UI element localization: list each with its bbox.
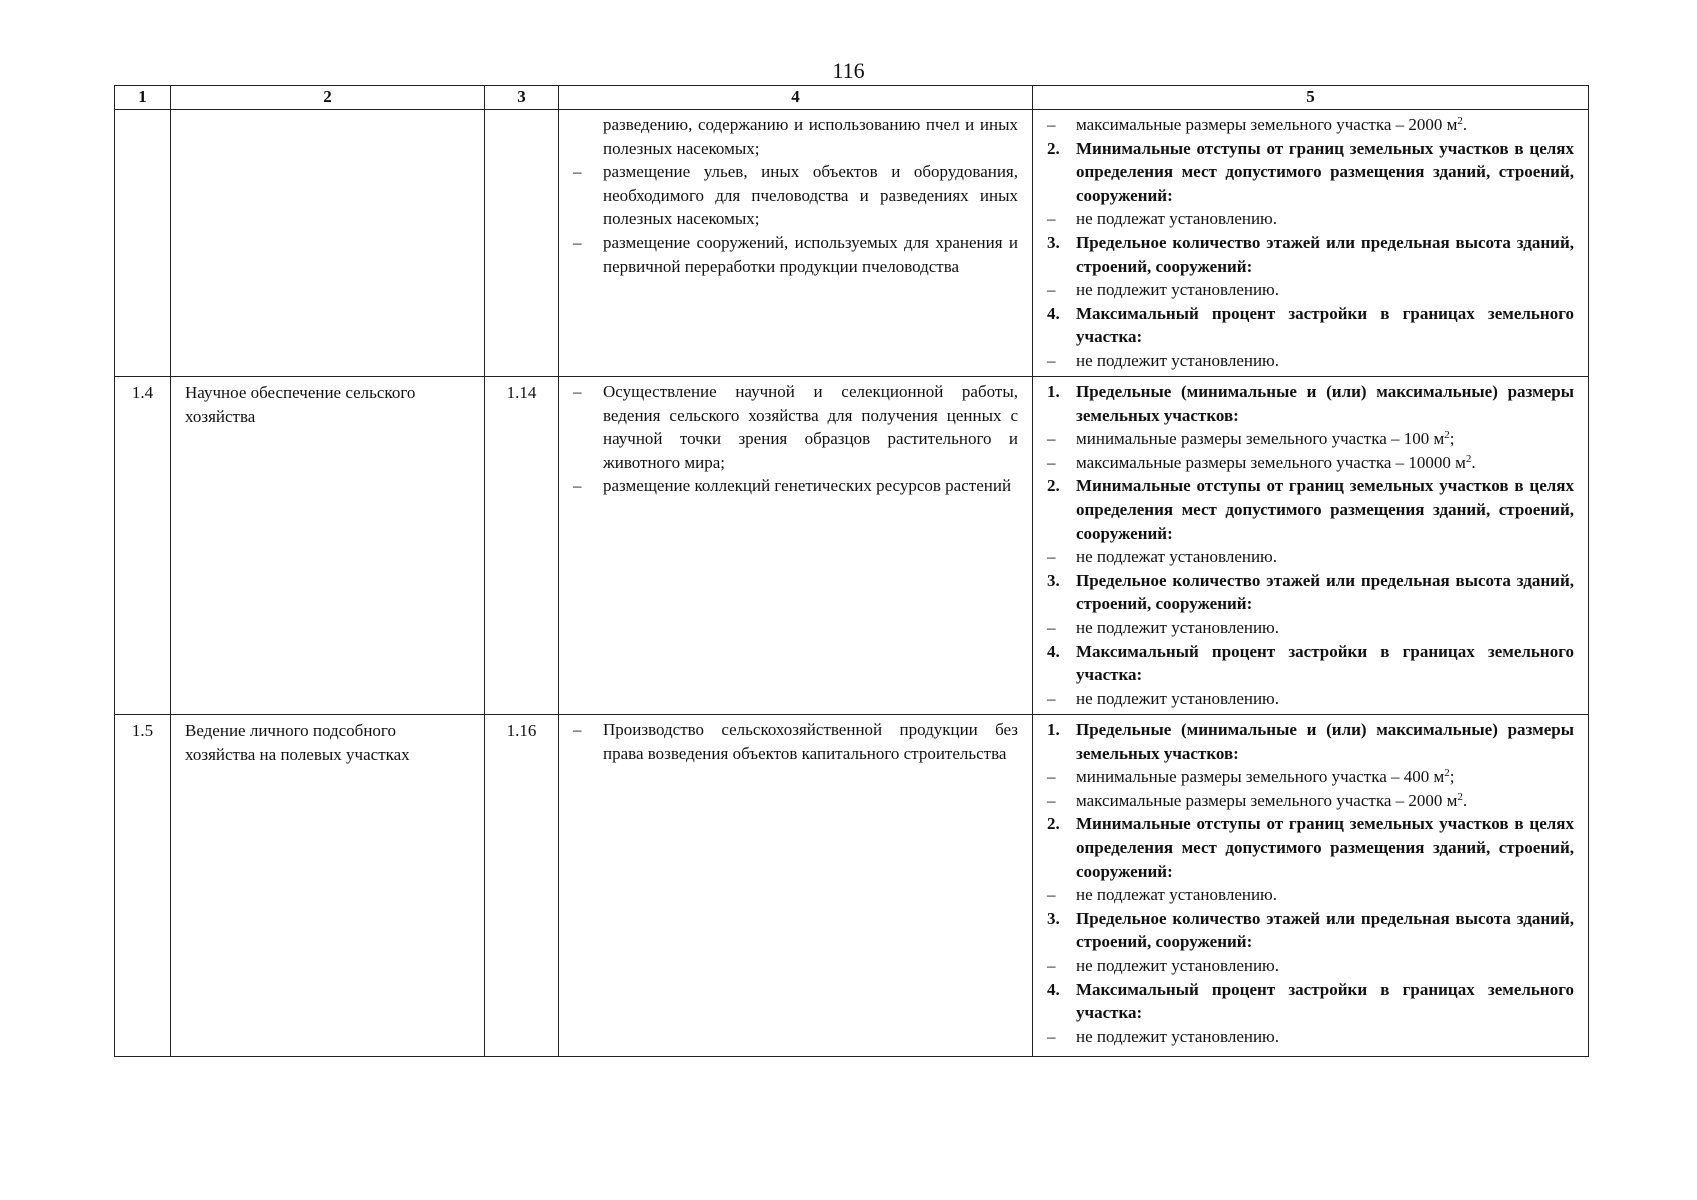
item-text: Минимальные отступы от границ земельных участков в целях определения мест допустимого размещения зданий, строений, сооружений: <box>1076 814 1574 881</box>
parameter-heading <box>1047 302 1574 349</box>
construction-parameters <box>1033 110 1589 377</box>
item-number: 4. <box>1047 303 1060 323</box>
item-number: 1. <box>1047 382 1060 401</box>
item-text: размещение ульев, иных объектов и оборудования, необходимого для пчеловодства и разведениях иных полезных насекомых; <box>603 162 1018 229</box>
header-col-1: 1 <box>115 86 171 110</box>
bullet-marker: – <box>1047 1026 1056 1046</box>
bullet-marker: – <box>1047 547 1056 567</box>
parameter-value <box>1047 349 1574 373</box>
parameter-heading <box>1047 907 1574 954</box>
item-number: 2. <box>1047 476 1060 496</box>
item-punctuation: . <box>1462 790 1468 810</box>
table-header-row <box>115 86 1589 110</box>
use-name: Ведение личного подсобного хозяйства на полевых участках <box>171 715 485 1057</box>
unit-superscript: 2 <box>1457 790 1463 803</box>
table-row <box>115 110 1589 377</box>
item-text: не подлежит установлению. <box>1076 350 1280 370</box>
item-punctuation: ; <box>1449 429 1455 449</box>
parameter-value <box>1047 789 1574 813</box>
item-text: не подлежат установлению. <box>1076 885 1278 905</box>
use-item <box>573 380 1018 474</box>
item-text: Минимальные отступы от границ земельных участков в целях определения мест допустимого размещения зданий, строений, сооружений: <box>1076 476 1574 543</box>
bullet-marker: – <box>1047 955 1056 975</box>
use-item <box>573 160 1018 231</box>
item-text: не подлежат установлению. <box>1076 547 1278 567</box>
item-punctuation: . <box>1462 115 1468 134</box>
unit-superscript: 2 <box>1444 767 1450 780</box>
item-text: Осуществление научной и селекционной работы, ведения сельского хозяйства для получения ценных с научной точки зрения образцов растительного и животного мира; <box>603 382 1018 472</box>
use-name: Научное обеспечение сельского хозяйства <box>171 377 485 715</box>
parameter-heading <box>1047 812 1574 883</box>
item-number: 3. <box>1047 908 1060 928</box>
item-number: 4. <box>1047 979 1060 999</box>
bullet-marker: – <box>1047 617 1056 637</box>
item-text: Предельные (минимальные и (или) максимальные) размеры земельных участков: <box>1076 382 1574 425</box>
parameter-value <box>1047 883 1574 907</box>
parameter-value <box>1047 451 1574 475</box>
parameter-heading <box>1047 978 1574 1025</box>
item-text: максимальные размеры земельного участка – 2000 м <box>1076 115 1458 134</box>
parameter-value <box>1047 1025 1574 1049</box>
construction-parameters <box>1033 377 1589 715</box>
item-text: не подлежат установлению. <box>1076 209 1278 229</box>
item-punctuation: ; <box>1449 767 1455 787</box>
parameter-value <box>1047 113 1574 137</box>
bullet-marker: – <box>573 720 582 739</box>
bullet-marker: – <box>1047 452 1056 472</box>
item-text: Предельное количество этажей или предельная высота зданий, строений, сооружений: <box>1076 570 1574 614</box>
header-col-5: 5 <box>1033 86 1589 110</box>
bullet-marker: – <box>1047 885 1056 905</box>
item-text: Производство сельскохозяйственной продукции без права возведения объектов капитального строительства <box>603 720 1018 763</box>
item-text: Минимальные отступы от границ земельных участков в целях определения мест допустимого размещения зданий, строений, сооружений: <box>1076 138 1574 205</box>
item-text: не подлежит установлению. <box>1076 1026 1280 1046</box>
header-col-3: 3 <box>485 86 559 110</box>
parameter-value <box>1047 545 1574 569</box>
item-number: 3. <box>1047 232 1060 252</box>
parameter-value <box>1047 278 1574 302</box>
use-item <box>573 231 1018 278</box>
item-number: 2. <box>1047 138 1060 158</box>
bullet-marker: – <box>573 382 582 401</box>
bullet-marker: – <box>1047 429 1056 449</box>
row-number: 1.4 <box>115 377 171 715</box>
item-text: Максимальный процент застройки в границах земельного участка: <box>1076 641 1574 685</box>
parameter-value <box>1047 427 1574 451</box>
parameter-heading <box>1047 569 1574 616</box>
bullet-marker: – <box>1047 115 1056 134</box>
item-text: не подлежит установлению. <box>1076 280 1280 300</box>
row-number: 1.5 <box>115 715 171 1057</box>
use-description <box>559 110 1033 377</box>
header-col-4: 4 <box>559 86 1033 110</box>
item-text: разведению, содержанию и использованию пчел и иных полезных насекомых; <box>603 115 1018 158</box>
unit-superscript: 2 <box>1444 429 1450 442</box>
header-col-2: 2 <box>171 86 485 110</box>
item-text: не подлежит установлению. <box>1076 617 1280 637</box>
item-text: размещение коллекций генетических ресурсов растений <box>603 476 1012 496</box>
use-item <box>573 474 1018 498</box>
item-text: Предельное количество этажей или предельная высота зданий, строений, сооружений: <box>1076 232 1574 276</box>
parameter-value <box>1047 954 1574 978</box>
table-row <box>115 377 1589 715</box>
parameter-value <box>1047 207 1574 231</box>
item-text: максимальные размеры земельного участка – 2000 м <box>1076 790 1458 810</box>
item-text: Предельные (минимальные и (или) максимальные) размеры земельных участков: <box>1076 720 1574 763</box>
parameter-value <box>1047 616 1574 640</box>
item-text: размещение сооружений, используемых для хранения и первичной переработки продукции пчеловодства <box>603 232 1018 276</box>
parameter-value <box>1047 687 1574 711</box>
unit-superscript: 2 <box>1457 115 1463 127</box>
parameter-heading <box>1047 231 1574 278</box>
bullet-marker: – <box>573 476 582 496</box>
page-number: 116 <box>832 58 865 83</box>
item-number: 4. <box>1047 641 1060 661</box>
row-number <box>115 110 171 377</box>
item-number: 3. <box>1047 570 1060 590</box>
parameter-heading <box>1047 474 1574 545</box>
bullet-marker: – <box>1047 209 1056 229</box>
use-item <box>573 718 1018 765</box>
use-code <box>485 110 559 377</box>
regulations-table <box>114 85 1589 1057</box>
use-description <box>559 377 1033 715</box>
item-punctuation: . <box>1471 452 1476 472</box>
parameter-heading <box>1047 380 1574 427</box>
item-number: 1. <box>1047 720 1060 739</box>
use-description <box>559 715 1033 1057</box>
bullet-marker: – <box>573 162 582 182</box>
item-number: 2. <box>1047 814 1060 834</box>
bullet-marker: – <box>1047 280 1056 300</box>
item-text: не подлежит установлению. <box>1076 955 1280 975</box>
bullet-marker: – <box>1047 688 1056 708</box>
item-text: Максимальный процент застройки в границах земельного участка: <box>1076 303 1574 347</box>
bullet-marker: – <box>1047 767 1056 787</box>
bullet-marker: – <box>1047 790 1056 810</box>
parameter-heading <box>1047 137 1574 208</box>
bullet-marker: – <box>1047 350 1056 370</box>
item-text: Предельное количество этажей или предельная высота зданий, строений, сооружений: <box>1076 908 1574 952</box>
item-text: минимальные размеры земельного участка – 100 м <box>1076 429 1445 449</box>
bullet-marker: – <box>573 232 582 252</box>
item-text: минимальные размеры земельного участка – 400 м <box>1076 767 1445 787</box>
construction-parameters <box>1033 715 1589 1057</box>
item-text: Максимальный процент застройки в границах земельного участка: <box>1076 979 1574 1023</box>
parameter-heading <box>1047 640 1574 687</box>
use-code: 1.16 <box>485 715 559 1057</box>
table-row <box>115 715 1589 1057</box>
unit-superscript: 2 <box>1465 452 1472 465</box>
use-code: 1.14 <box>485 377 559 715</box>
item-text: не подлежит установлению. <box>1076 688 1280 708</box>
parameter-value <box>1047 765 1574 789</box>
use-name <box>171 110 485 377</box>
item-text: максимальные размеры земельного участка – 10000 м <box>1076 452 1466 472</box>
use-item <box>573 113 1018 160</box>
parameter-heading <box>1047 718 1574 765</box>
